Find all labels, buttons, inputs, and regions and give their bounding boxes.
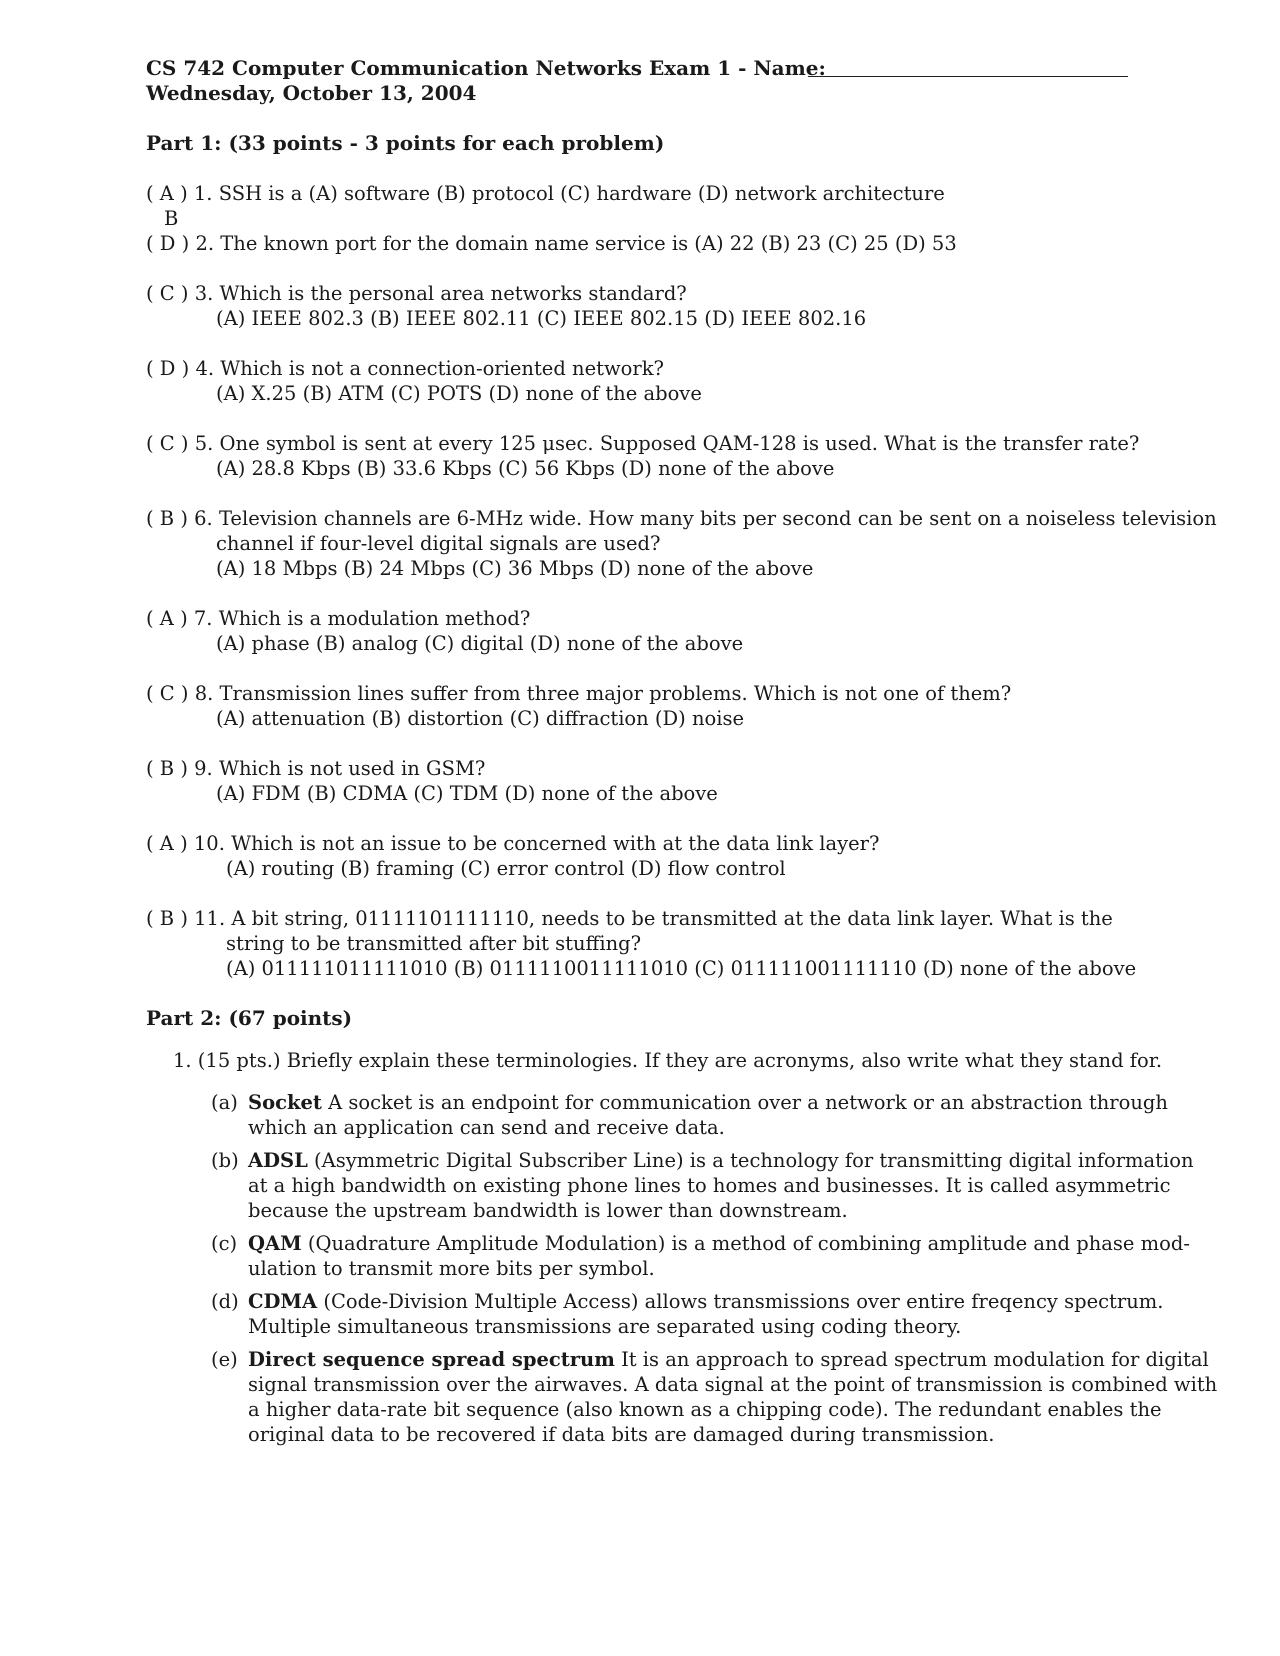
exam-date: Wednesday, October 13, 2004 bbox=[146, 81, 477, 105]
item-a-term: Socket bbox=[248, 1091, 322, 1114]
item-c-text1: (Quadrature Amplitude Modulation) is a method of combining amplitude and phase mod- bbox=[307, 1232, 1190, 1255]
q3-line: ( C ) 3. Which is the personal area networks standard? bbox=[146, 282, 687, 305]
item-e-term: Direct sequence spread spectrum bbox=[248, 1348, 615, 1371]
part1-heading: Part 1: (33 points - 3 points for each problem) bbox=[146, 131, 665, 155]
item-b-line2: at a high bandwidth on existing phone lines to homes and businesses. It is called asymmetric bbox=[248, 1174, 1171, 1197]
q11-options: (A) 011111011111010 (B) 0111110011111010 (C) 011111001111110 (D) none of the above bbox=[226, 957, 1137, 980]
item-d-text1: (Code-Division Multiple Access) allows transmissions over entire freqency spectrum. bbox=[323, 1290, 1164, 1313]
q1-extra: B bbox=[164, 207, 179, 230]
item-e-line4: original data to be recovered if data bits are damaged during transmission. bbox=[248, 1423, 995, 1446]
q5-line: ( C ) 5. One symbol is sent at every 125 μsec. Supposed QAM-128 is used. What is the transfer rate? bbox=[146, 432, 1140, 455]
q5-options: (A) 28.8 Kbps (B) 33.6 Kbps (C) 56 Kbps (D) none of the above bbox=[216, 457, 835, 480]
q6-line: ( B ) 6. Television channels are 6-MHz wide. How many bits per second can be sent on a noiseless television bbox=[146, 507, 1217, 530]
q6-line2: channel if four-level digital signals are used? bbox=[216, 532, 661, 555]
item-d-term: CDMA bbox=[248, 1290, 318, 1313]
item-b-label: (b) bbox=[211, 1149, 239, 1172]
item-e-line2: signal transmission over the airwaves. A data signal at the point of transmission is combined with bbox=[248, 1373, 1218, 1396]
q11-line2: string to be transmitted after bit stuffing? bbox=[226, 932, 642, 955]
name-blank-line bbox=[808, 76, 1128, 77]
q4-options: (A) X.25 (B) ATM (C) POTS (D) none of the above bbox=[216, 382, 702, 405]
item-b-line3: because the upstream bandwidth is lower than downstream. bbox=[248, 1199, 848, 1222]
q11-line: ( B ) 11. A bit string, 01111101111110, needs to be transmitted at the data link layer. What is the bbox=[146, 907, 1113, 930]
q4-line: ( D ) 4. Which is not a connection-oriented network? bbox=[146, 357, 664, 380]
q9-line: ( B ) 9. Which is not used in GSM? bbox=[146, 757, 486, 780]
item-b-line1 bbox=[248, 1148, 1194, 1173]
q2-line: ( D ) 2. The known port for the domain name service is (A) 22 (B) 23 (C) 25 (D) 53 bbox=[146, 232, 957, 255]
exam-title: CS 742 Computer Communication Networks Exam 1 - Name: bbox=[146, 56, 826, 80]
q7-options: (A) phase (B) analog (C) digital (D) none of the above bbox=[216, 632, 744, 655]
q6-options: (A) 18 Mbps (B) 24 Mbps (C) 36 Mbps (D) none of the above bbox=[216, 557, 814, 580]
item-a-line1 bbox=[248, 1090, 1168, 1115]
item-b-text1: (Asymmetric Digital Subscriber Line) is a technology for transmitting digital information bbox=[314, 1149, 1194, 1172]
item-d-line2: Multiple simultaneous transmissions are separated using coding theory. bbox=[248, 1315, 962, 1338]
q7-line: ( A ) 7. Which is a modulation method? bbox=[146, 607, 531, 630]
item-e-label: (e) bbox=[211, 1348, 238, 1371]
item-a-line2: which an application can send and receive data. bbox=[248, 1116, 725, 1139]
item-b-term: ADSL bbox=[248, 1149, 308, 1172]
q9-options: (A) FDM (B) CDMA (C) TDM (D) none of the above bbox=[216, 782, 718, 805]
q8-options: (A) attenuation (B) distortion (C) diffraction (D) noise bbox=[216, 707, 745, 730]
q8-line: ( C ) 8. Transmission lines suffer from three major problems. Which is not one of them? bbox=[146, 682, 1012, 705]
part2-q1: 1. (15 pts.) Briefly explain these terminologies. If they are acronyms, also write what they stand for. bbox=[173, 1049, 1163, 1072]
q10-line: ( A ) 10. Which is not an issue to be concerned with at the data link layer? bbox=[146, 832, 880, 855]
item-c-label: (c) bbox=[211, 1232, 238, 1255]
part2-heading: Part 2: (67 points) bbox=[146, 1006, 353, 1030]
item-c-line2: ulation to transmit more bits per symbol. bbox=[248, 1257, 655, 1280]
item-a-text1: A socket is an endpoint for communication over a network or an abstraction through bbox=[328, 1091, 1168, 1114]
item-d-label: (d) bbox=[211, 1290, 239, 1313]
item-e-text1: It is an approach to spread spectrum modulation for digital bbox=[621, 1348, 1209, 1371]
item-c-line1 bbox=[248, 1231, 1190, 1256]
q3-options: (A) IEEE 802.3 (B) IEEE 802.11 (C) IEEE 802.15 (D) IEEE 802.16 bbox=[216, 307, 867, 330]
item-a-label: (a) bbox=[211, 1091, 238, 1114]
item-e-line3: a higher data-rate bit sequence (also known as a chipping code). The redundant enables the bbox=[248, 1398, 1162, 1421]
q10-options: (A) routing (B) framing (C) error control (D) flow control bbox=[226, 857, 786, 880]
q1-line: ( A ) 1. SSH is a (A) software (B) protocol (C) hardware (D) network architecture bbox=[146, 182, 945, 205]
item-d-line1 bbox=[248, 1289, 1163, 1314]
item-c-term: QAM bbox=[248, 1232, 302, 1255]
item-e-line1 bbox=[248, 1347, 1209, 1372]
